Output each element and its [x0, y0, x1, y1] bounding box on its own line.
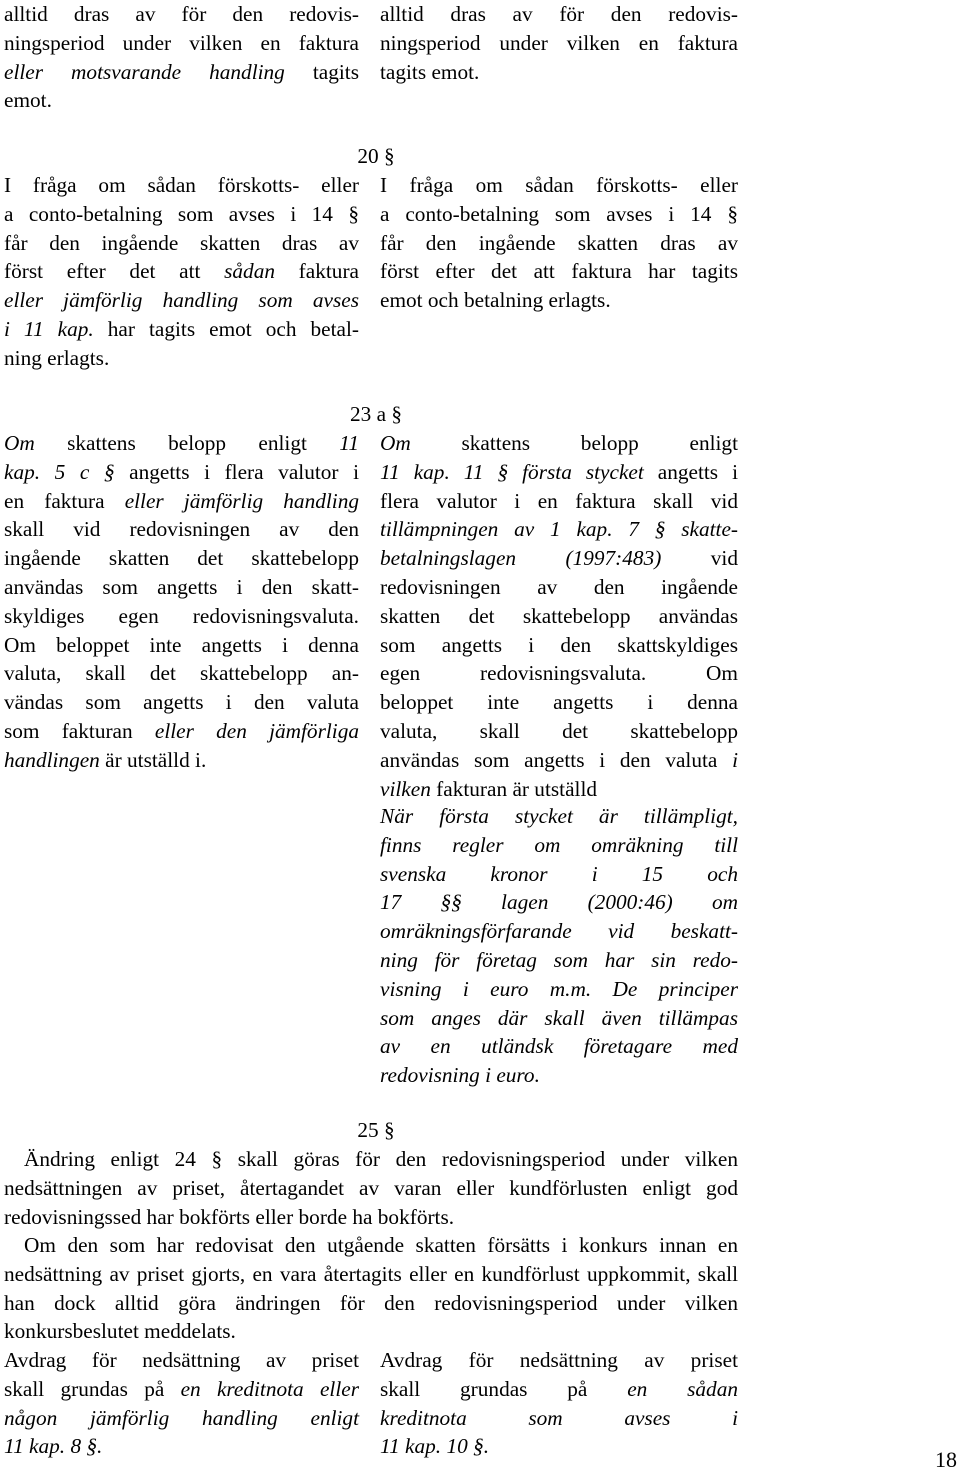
text-run: ning erlagts. — [4, 345, 110, 370]
text-run: valuta, skall det skattebelopp an- — [4, 661, 359, 686]
text-line — [4, 171, 359, 200]
text-run: tagits — [284, 59, 359, 84]
text-run: sådan — [224, 259, 275, 284]
text-run: i 11 kap. — [4, 316, 94, 341]
text-line — [4, 631, 359, 660]
text-run: beloppet inte angetts i denna — [380, 690, 738, 715]
text-line — [4, 573, 359, 602]
text-line: a conto-betalning som avses i 14 § — [380, 201, 738, 226]
text-line — [4, 429, 359, 458]
text-run: skall grundas på — [4, 1376, 181, 1401]
text-line: I fråga om sådan förskotts- eller — [380, 173, 738, 197]
text-line — [4, 487, 359, 516]
text-line — [4, 29, 359, 58]
text-line — [380, 1432, 738, 1461]
text-line — [380, 573, 738, 602]
text-run: fakturan är utställd — [430, 776, 598, 801]
text-run: angetts i flera valutor i — [114, 459, 360, 484]
text-run: valuta, skall det skattebelopp — [380, 718, 738, 743]
text-run: i — [732, 747, 738, 772]
text-run: skall grundas på — [380, 1376, 628, 1401]
text-run: 11 kap. 8 §. — [4, 1434, 103, 1459]
text-run: vändas som angetts i den valuta — [4, 690, 359, 715]
text-run: användas som angetts i den valuta — [380, 747, 733, 772]
text-run: skattens belopp enligt — [410, 431, 738, 455]
text-run — [508, 460, 522, 484]
text-run: en kreditnota eller — [180, 1376, 359, 1401]
text-line — [4, 515, 359, 544]
section-25-heading: 25 § — [357, 1118, 395, 1142]
text-line — [380, 1375, 738, 1404]
top-right-text — [380, 0, 738, 86]
text-run: tillämpningen av 1 kap. 7 § skatte- — [380, 517, 738, 542]
text-line — [4, 458, 359, 487]
text-run: kap. 5 c § — [4, 459, 115, 484]
section-23a-right-note — [380, 802, 738, 1090]
section-25-right-text — [380, 1346, 738, 1461]
section-25-paragraph-2: Om den som har redovisat den utgående skatten försätts i konkurs innan en nedsättning av priset gjorts, en vara återtagits eller en kundförlust uppkommit, skall han dock alltid göra ändringen för den redovisningsperiod under vilken konkursbeslutet meddelats. — [4, 1233, 738, 1344]
text-line: emot och betalning erlagts. — [380, 288, 611, 313]
section-20-right-text — [380, 171, 738, 315]
text-run: redovisningen av den ingående — [380, 574, 738, 599]
text-line — [380, 746, 738, 775]
text-run: Om — [380, 431, 411, 455]
text-line — [380, 487, 738, 516]
text-line: redovisning i euro. — [380, 1063, 540, 1088]
text-line: visning i euro m.m. De principer — [380, 976, 738, 1001]
text-line: tagits emot. — [380, 59, 480, 84]
text-run: någon jämförlig handling enligt — [4, 1405, 359, 1430]
text-run: en sådan — [627, 1376, 738, 1401]
text-line — [4, 1404, 359, 1433]
text-line — [4, 58, 359, 87]
text-run: har tagits emot och betal- — [93, 316, 359, 341]
text-line — [380, 544, 738, 573]
text-run: skall vid redovisningen av den — [4, 517, 359, 542]
text-line — [4, 659, 359, 688]
text-line: som anges där skall även tillämpas — [380, 1005, 738, 1030]
section-23a-left-text — [4, 429, 359, 775]
text-run: som fakturan — [4, 718, 155, 743]
text-run: vilken — [380, 776, 431, 801]
top-left-text — [4, 0, 359, 115]
text-line: finns regler om omräkning till — [380, 832, 738, 857]
text-run: angetts i — [643, 459, 739, 484]
text-line — [380, 688, 738, 717]
text-line: omräkningsförfarande vid beskatt- — [380, 919, 738, 944]
text-run: I fråga om sådan förskotts- eller — [4, 173, 359, 197]
text-line — [4, 86, 359, 115]
section-25-left-text — [4, 1346, 359, 1461]
text-run: får den ingående skatten dras av — [4, 230, 359, 255]
section-20-left-text — [4, 171, 359, 373]
text-line: alltid dras av för den redovis- — [380, 2, 738, 26]
text-run: handlingen — [4, 747, 100, 772]
text-line — [4, 200, 359, 229]
section-25-paragraph-1: Ändring enligt 24 § skall göras för den redovisningsperiod under vilken nedsättningen av priset, återtagandet av varan eller kundförlusten enligt god redovisningssed har bokförts eller borde ha bokförts. — [4, 1147, 738, 1229]
text-line — [4, 746, 359, 775]
text-line: först efter det att faktura har tagits — [380, 259, 738, 284]
text-run: användas som angetts i den skatt- — [4, 574, 359, 599]
text-run: en faktura — [4, 488, 125, 513]
text-run: Om beloppet inte angetts i denna — [4, 632, 359, 657]
text-run: 11 kap. 10 §. — [380, 1434, 490, 1459]
text-line — [380, 659, 738, 688]
text-line — [380, 717, 738, 746]
text-line — [4, 0, 359, 29]
text-line — [4, 315, 359, 344]
text-run: a conto-betalning som avses i 14 § — [4, 201, 359, 226]
text-run: eller motsvarande handling — [4, 59, 285, 84]
text-line — [4, 257, 359, 286]
text-line — [380, 602, 738, 631]
text-line — [4, 544, 359, 573]
text-run: flera valutor i en faktura skall vid — [380, 488, 738, 513]
text-line: När första stycket är tillämpligt, — [380, 804, 738, 828]
text-line: 17 §§ lagen (2000:46) om — [380, 890, 738, 915]
text-line — [380, 631, 738, 660]
text-run: betalningslagen (1997:483) — [380, 546, 662, 571]
text-line: ning för företag som har sin redo- — [380, 947, 738, 972]
section-23a-right-text — [380, 429, 738, 803]
text-run: först efter det att — [4, 259, 225, 284]
text-line — [4, 688, 359, 717]
text-run: alltid dras av för den redovis- — [4, 2, 359, 26]
section-23a-heading: 23 a § — [349, 402, 403, 426]
text-line — [4, 1346, 359, 1375]
section-20-heading: 20 § — [357, 144, 395, 168]
text-line — [4, 717, 359, 746]
text-line: ningsperiod under vilken en faktura — [380, 30, 738, 55]
text-run: skattens belopp enligt — [34, 431, 340, 455]
text-line — [4, 286, 359, 315]
text-run: skatten det skattebelopp användas — [380, 603, 738, 628]
text-run: 11 — [339, 431, 359, 455]
text-line — [4, 1375, 359, 1404]
text-line — [4, 602, 359, 631]
text-run: ningsperiod under vilken en faktura — [4, 30, 359, 55]
text-line: svenska kronor i 15 och — [380, 861, 738, 886]
text-line — [380, 1404, 738, 1433]
text-run: kreditnota som avses i — [380, 1405, 738, 1430]
text-run: är utställd i. — [99, 747, 207, 772]
text-run: eller den jämförliga — [154, 718, 359, 743]
text-run: egen redovisningsvaluta. Om — [380, 661, 738, 686]
text-run: eller jämförlig handling — [124, 488, 359, 513]
page-number: 18 — [935, 1447, 957, 1472]
text-line — [380, 1346, 738, 1375]
text-line — [4, 1432, 359, 1461]
text-line — [4, 344, 359, 373]
text-run: eller jämförlig handling som avses — [4, 288, 359, 313]
text-run: emot. — [4, 88, 52, 113]
text-line: av en utländsk företagare med — [380, 1034, 738, 1059]
text-run: ingående skatten det skattebelopp — [4, 546, 359, 571]
text-run: som angetts i den skattskyldiges — [380, 632, 738, 657]
text-line — [380, 429, 738, 458]
text-line — [380, 458, 738, 487]
text-run: första stycket — [522, 459, 644, 484]
text-line — [380, 515, 738, 544]
text-line — [380, 775, 738, 804]
text-line: får den ingående skatten dras av — [380, 230, 738, 255]
text-run: 11 kap. 11 § — [380, 459, 509, 484]
text-run: Avdrag för nedsättning av priset — [380, 1348, 738, 1372]
text-run: Om — [4, 431, 35, 455]
text-run: vid — [661, 546, 738, 571]
text-line — [4, 229, 359, 258]
text-run: faktura — [275, 259, 359, 284]
text-run: Avdrag för nedsättning av priset — [4, 1348, 359, 1372]
text-run: skyldiges egen redovisningsvaluta. — [4, 603, 359, 628]
